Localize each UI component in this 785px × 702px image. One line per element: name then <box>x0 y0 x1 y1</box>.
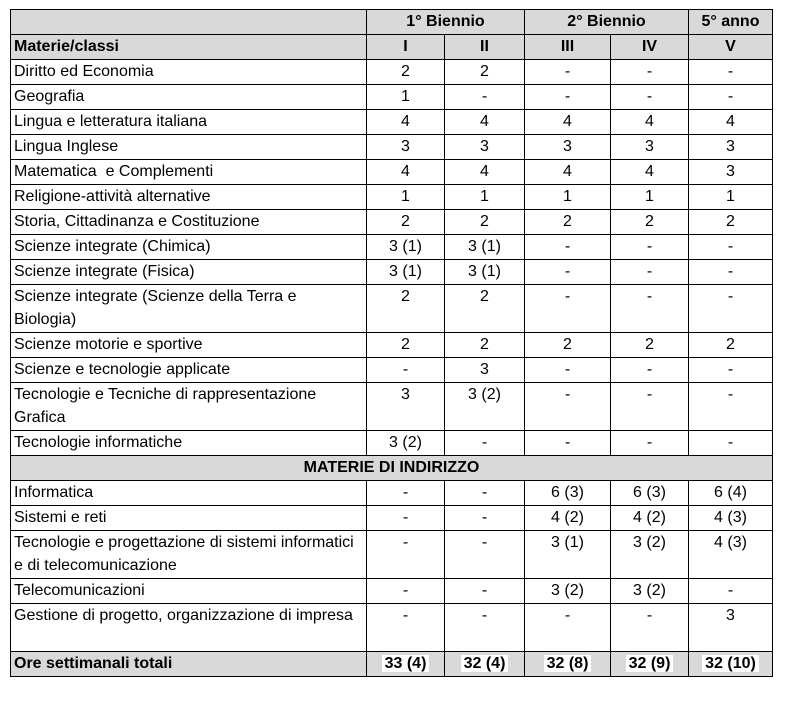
hours-cell-I: - <box>367 506 445 531</box>
hours-cell-II: 4 <box>445 110 525 135</box>
total-cell-V <box>689 652 773 677</box>
hours-cell-II: 3 <box>445 135 525 160</box>
hours-cell-IV: - <box>611 358 689 383</box>
hours-cell-III: - <box>525 383 611 431</box>
hours-cell-IV: - <box>611 235 689 260</box>
table-row <box>11 160 773 185</box>
hours-cell-I: - <box>367 358 445 383</box>
hours-cell-IV: - <box>611 383 689 431</box>
hours-cell-II: - <box>445 579 525 604</box>
total-value-II: 32 (4) <box>461 655 509 672</box>
hours-cell-III: 2 <box>525 210 611 235</box>
table-row <box>11 185 773 210</box>
hours-cell-V: - <box>689 383 773 431</box>
section-header-row <box>11 456 773 481</box>
group-quinto-anno: 5° anno <box>689 10 773 35</box>
hours-cell-IV: 6 (3) <box>611 481 689 506</box>
hours-cell-IV: 3 (2) <box>611 579 689 604</box>
hours-cell-III: 6 (3) <box>525 481 611 506</box>
hours-cell-II: - <box>445 604 525 652</box>
col-II-header: II <box>445 35 525 60</box>
hours-cell-I: 1 <box>367 185 445 210</box>
hours-cell-V: 6 (4) <box>689 481 773 506</box>
hours-cell-IV: 1 <box>611 185 689 210</box>
group-biennio-2: 2° Biennio <box>525 10 689 35</box>
hours-cell-V: 4 <box>689 110 773 135</box>
total-value-V: 32 (10) <box>702 655 759 672</box>
hours-table <box>10 9 773 677</box>
hours-cell-III: - <box>525 285 611 333</box>
col-V-header: V <box>689 35 773 60</box>
total-value-IV: 32 (9) <box>626 655 674 672</box>
subject-cell: Scienze integrate (Scienze della Terra e Biologia) <box>11 285 367 333</box>
hours-cell-II: 2 <box>445 285 525 333</box>
table-row <box>11 431 773 456</box>
total-cell-II <box>445 652 525 677</box>
hours-cell-I: 1 <box>367 85 445 110</box>
hours-cell-I: - <box>367 604 445 652</box>
hours-cell-IV: 3 (2) <box>611 531 689 579</box>
total-cell-III <box>525 652 611 677</box>
hours-cell-IV: 4 (2) <box>611 506 689 531</box>
group-biennio-1: 1° Biennio <box>367 10 525 35</box>
table-row <box>11 333 773 358</box>
hours-cell-IV: - <box>611 604 689 652</box>
hours-cell-V: - <box>689 285 773 333</box>
hours-cell-V: 2 <box>689 210 773 235</box>
hours-cell-V: 3 <box>689 135 773 160</box>
hours-cell-V: 1 <box>689 185 773 210</box>
table-row <box>11 85 773 110</box>
table-row <box>11 358 773 383</box>
table-row <box>11 604 773 652</box>
hours-cell-III: - <box>525 358 611 383</box>
hours-cell-III: - <box>525 604 611 652</box>
hours-cell-I: - <box>367 481 445 506</box>
hours-cell-I: 2 <box>367 60 445 85</box>
hours-cell-II: 2 <box>445 60 525 85</box>
group-header-row <box>11 10 773 35</box>
hours-cell-V: 3 <box>689 604 773 652</box>
table-row <box>11 285 773 333</box>
subject-cell: Tecnologie e Tecniche di rappresentazione Grafica <box>11 383 367 431</box>
hours-cell-V: 4 (3) <box>689 506 773 531</box>
subject-cell: Informatica <box>11 481 367 506</box>
hours-cell-I: 3 <box>367 383 445 431</box>
total-cell-IV <box>611 652 689 677</box>
totals-label: Ore settimanali totali <box>11 652 367 677</box>
subject-cell: Matematica e Complementi <box>11 160 367 185</box>
hours-cell-I: 3 <box>367 135 445 160</box>
hours-cell-II: 4 <box>445 160 525 185</box>
hours-cell-I: 2 <box>367 210 445 235</box>
hours-cell-III: - <box>525 431 611 456</box>
subject-cell: Gestione di progetto, organizzazione di impresa <box>11 604 367 652</box>
hours-cell-III: - <box>525 85 611 110</box>
hours-cell-V: 2 <box>689 333 773 358</box>
subject-cell: Religione-attività alternative <box>11 185 367 210</box>
hours-cell-I: - <box>367 579 445 604</box>
hours-cell-IV: 4 <box>611 160 689 185</box>
hours-cell-II: 3 (2) <box>445 383 525 431</box>
hours-cell-IV: - <box>611 260 689 285</box>
col-subject-header: Materie/classi <box>11 35 367 60</box>
col-IV-header: IV <box>611 35 689 60</box>
hours-cell-V: - <box>689 85 773 110</box>
subject-cell: Telecomunicazioni <box>11 579 367 604</box>
subject-cell: Lingua Inglese <box>11 135 367 160</box>
subject-cell: Storia, Cittadinanza e Costituzione <box>11 210 367 235</box>
total-value-III: 32 (8) <box>544 655 592 672</box>
column-header-row <box>11 35 773 60</box>
hours-cell-II: 3 (1) <box>445 260 525 285</box>
hours-cell-II: 3 <box>445 358 525 383</box>
hours-cell-II: - <box>445 506 525 531</box>
hours-cell-III: - <box>525 60 611 85</box>
group-empty-cell <box>11 10 367 35</box>
hours-cell-III: - <box>525 260 611 285</box>
subject-cell: Lingua e letteratura italiana <box>11 110 367 135</box>
subject-cell: Scienze integrate (Chimica) <box>11 235 367 260</box>
subject-cell: Tecnologie informatiche <box>11 431 367 456</box>
subject-cell: Diritto ed Economia <box>11 60 367 85</box>
hours-cell-II: - <box>445 85 525 110</box>
table-row <box>11 60 773 85</box>
total-cell-I <box>367 652 445 677</box>
table-row <box>11 531 773 579</box>
hours-cell-III: 4 <box>525 110 611 135</box>
table-row <box>11 260 773 285</box>
hours-cell-II: 2 <box>445 210 525 235</box>
hours-cell-II: - <box>445 481 525 506</box>
table-row <box>11 110 773 135</box>
subject-cell: Sistemi e reti <box>11 506 367 531</box>
hours-cell-I: 4 <box>367 160 445 185</box>
hours-cell-II: 2 <box>445 333 525 358</box>
col-I-header: I <box>367 35 445 60</box>
hours-cell-V: 3 <box>689 160 773 185</box>
hours-cell-II: - <box>445 431 525 456</box>
hours-cell-I: 2 <box>367 285 445 333</box>
col-III-header: III <box>525 35 611 60</box>
subject-cell: Tecnologie e progettazione di sistemi informatici e di telecomunicazione <box>11 531 367 579</box>
hours-cell-II: 3 (1) <box>445 235 525 260</box>
table-row <box>11 383 773 431</box>
hours-cell-V: - <box>689 358 773 383</box>
hours-cell-I: - <box>367 531 445 579</box>
hours-cell-II: - <box>445 531 525 579</box>
subject-cell: Geografia <box>11 85 367 110</box>
hours-cell-IV: 3 <box>611 135 689 160</box>
hours-cell-V: 4 (3) <box>689 531 773 579</box>
hours-cell-V: - <box>689 431 773 456</box>
subject-cell: Scienze e tecnologie applicate <box>11 358 367 383</box>
table-row <box>11 235 773 260</box>
hours-cell-I: 3 (2) <box>367 431 445 456</box>
section-title: MATERIE DI INDIRIZZO <box>11 456 773 481</box>
subject-cell: Scienze motorie e sportive <box>11 333 367 358</box>
hours-cell-V: - <box>689 579 773 604</box>
hours-cell-III: 2 <box>525 333 611 358</box>
subject-cell: Scienze integrate (Fisica) <box>11 260 367 285</box>
hours-cell-IV: 4 <box>611 110 689 135</box>
hours-cell-II: 1 <box>445 185 525 210</box>
hours-cell-I: 2 <box>367 333 445 358</box>
hours-cell-V: - <box>689 260 773 285</box>
table-row <box>11 506 773 531</box>
hours-cell-III: 1 <box>525 185 611 210</box>
hours-cell-IV: 2 <box>611 333 689 358</box>
hours-cell-IV: 2 <box>611 210 689 235</box>
hours-cell-I: 3 (1) <box>367 260 445 285</box>
hours-cell-III: 3 <box>525 135 611 160</box>
table-row <box>11 481 773 506</box>
hours-cell-III: 4 <box>525 160 611 185</box>
hours-cell-III: - <box>525 235 611 260</box>
hours-cell-III: 3 (1) <box>525 531 611 579</box>
hours-cell-IV: - <box>611 431 689 456</box>
total-value-I: 33 (4) <box>382 655 430 672</box>
totals-row <box>11 652 773 677</box>
table-row <box>11 579 773 604</box>
hours-cell-III: 4 (2) <box>525 506 611 531</box>
table-row <box>11 210 773 235</box>
hours-cell-V: - <box>689 60 773 85</box>
hours-cell-I: 4 <box>367 110 445 135</box>
hours-cell-V: - <box>689 235 773 260</box>
hours-cell-IV: - <box>611 60 689 85</box>
hours-cell-III: 3 (2) <box>525 579 611 604</box>
hours-cell-IV: - <box>611 285 689 333</box>
table-row <box>11 135 773 160</box>
hours-cell-I: 3 (1) <box>367 235 445 260</box>
hours-cell-IV: - <box>611 85 689 110</box>
